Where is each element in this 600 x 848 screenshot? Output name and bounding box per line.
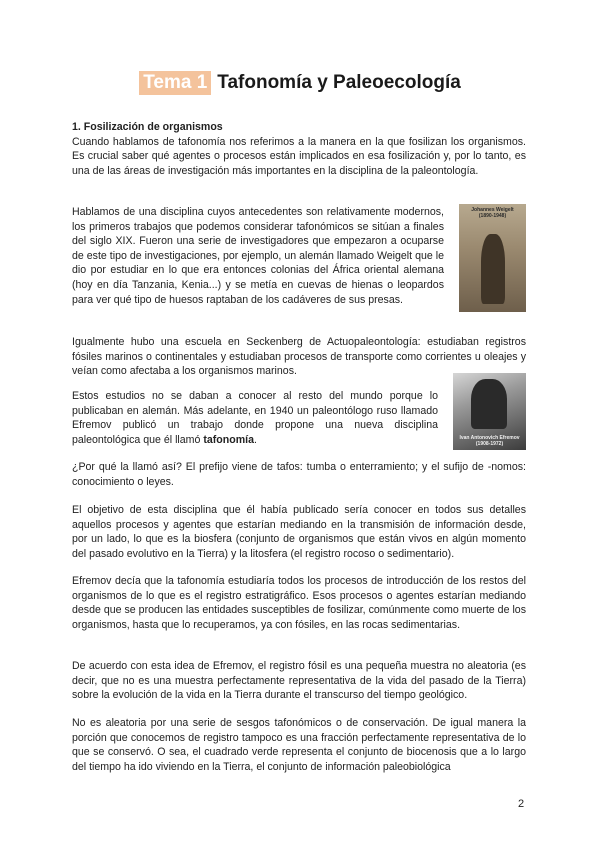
paragraph-8: De acuerdo con esta idea de Efremov, el registro fósil es una pequeña muestra no aleatoria (es decir, que no es una muestra perfectamente representativa de la vida del pasado de la Tierra) sobre la evolución de la vida en la Tierra durante el transcurso del tiempo geológico. xyxy=(72,660,526,702)
paragraph-4-block xyxy=(72,389,438,447)
efremov-figure xyxy=(471,379,507,429)
weigelt-figure xyxy=(481,234,505,304)
paragraph-8-block xyxy=(72,659,526,703)
paragraph-1: Cuando hablamos de tafonomía nos referimos a la manera en la que fosilizan los organismos. Es crucial saber qué agentes o procesos están implicados en esa fosilización y, por lo tanto, es una de las áreas de investigación más importantes en la disciplina de la paleontología. xyxy=(72,135,526,177)
page-number: 2 xyxy=(518,798,525,810)
chapter-badge: Tema 1 xyxy=(139,71,211,95)
term-tafonomia: tafonomía xyxy=(203,433,254,446)
section-heading: 1. Fosilización de organismos xyxy=(72,121,223,133)
chapter-title xyxy=(0,71,600,95)
efremov-caption-name: Ivan Antonovich Efremov xyxy=(459,435,520,441)
paragraph-2-block xyxy=(72,205,444,307)
paragraph-5-block xyxy=(72,460,526,489)
paragraph-5: ¿Por qué la llamó así? El prefijo viene de tafos: tumba o enterramiento; y el sufijo de -nomos: conocimiento o leyes. xyxy=(72,461,526,488)
paragraph-9-block xyxy=(72,716,526,774)
efremov-photo xyxy=(453,373,526,450)
paragraph-7: Efremov decía que la tafonomía estudiaría todos los procesos de introducción de los restos del organismos de lo que es el registro estratigráfico. Esos procesos o agentes estarían mediando desde que se producen las entidades susceptibles de fosilizar, comúnmente como muerte de los organismos, hasta que lo recuperamos, ya con fósiles, en las rocas sedimentarias. xyxy=(72,575,526,631)
weigelt-caption-name: Johannes Weigelt xyxy=(471,207,514,213)
paragraph-4: Estos estudios no se daban a conocer al resto del mundo porque lo publicaban en alemán. Más adelante, en 1940 un paleontólogo ruso llamado Efremov publicó un trabajo donde propone una nueva disciplina paleontológica que él llamó tafonomía. xyxy=(72,390,438,446)
paragraph-3: Igualmente hubo una escuela en Seckenberg de Actuopaleontología: estudiaban registros fósiles marinos o continentales y estudiaban procesos de transporte como corrientes u oleajes y veían como afectaba a los organismos marinos. xyxy=(72,336,526,378)
paragraph-6: El objetivo de esta disciplina que él había publicado sería conocer en todos sus detalles aquellos procesos y agentes que estarían mediando en la transmisión de información desde, por un lado, lo que es la biosfera (conjunto de organismos que están vivos en algún momento del pasado evolutivo en la Tierra) y la litosfera (el registro rocoso o sedimentario). xyxy=(72,504,526,560)
chapter-title-text: Tafonomía y Paleoecología xyxy=(217,72,461,93)
paragraph-7-block xyxy=(72,574,526,632)
paragraph-9: No es aleatoria por una serie de sesgos tafonómicos o de conservación. De igual manera la porción que conocemos de registro tampoco es una fracción perfectamente representativa de lo que se conservó. O sea, el cuadrado verde representa el conjunto de biocenosis que a lo largo del tiempo ha ido viviendo en la Tierra, el conjunto de información paleobiológica xyxy=(72,717,526,773)
paragraph-2: Hablamos de una disciplina cuyos antecedentes son relativamente modernos, los primeros trabajos que podemos considerar tafonómicos se sitúan a finales del siglo XIX. Fueron una serie de investigadores que empezaron a ocuparse de este tipo de investigaciones, por ejemplo, un alemán llamado Weigelt que le dio por estudiar en lo que era entonces colonias del África oriental alemana (hoy en día Tanzania, Kenia...) y se metía en cuevas de hienas o leopardos para ver qué tipo de huesos raptaban de los cadáveres de sus presas. xyxy=(72,206,444,306)
weigelt-photo xyxy=(459,204,526,312)
efremov-caption-dates: (1908-1972) xyxy=(475,441,504,447)
section-1-intro xyxy=(72,120,526,178)
paragraph-6-block xyxy=(72,503,526,561)
weigelt-caption-dates: (1890-1948) xyxy=(478,213,507,219)
